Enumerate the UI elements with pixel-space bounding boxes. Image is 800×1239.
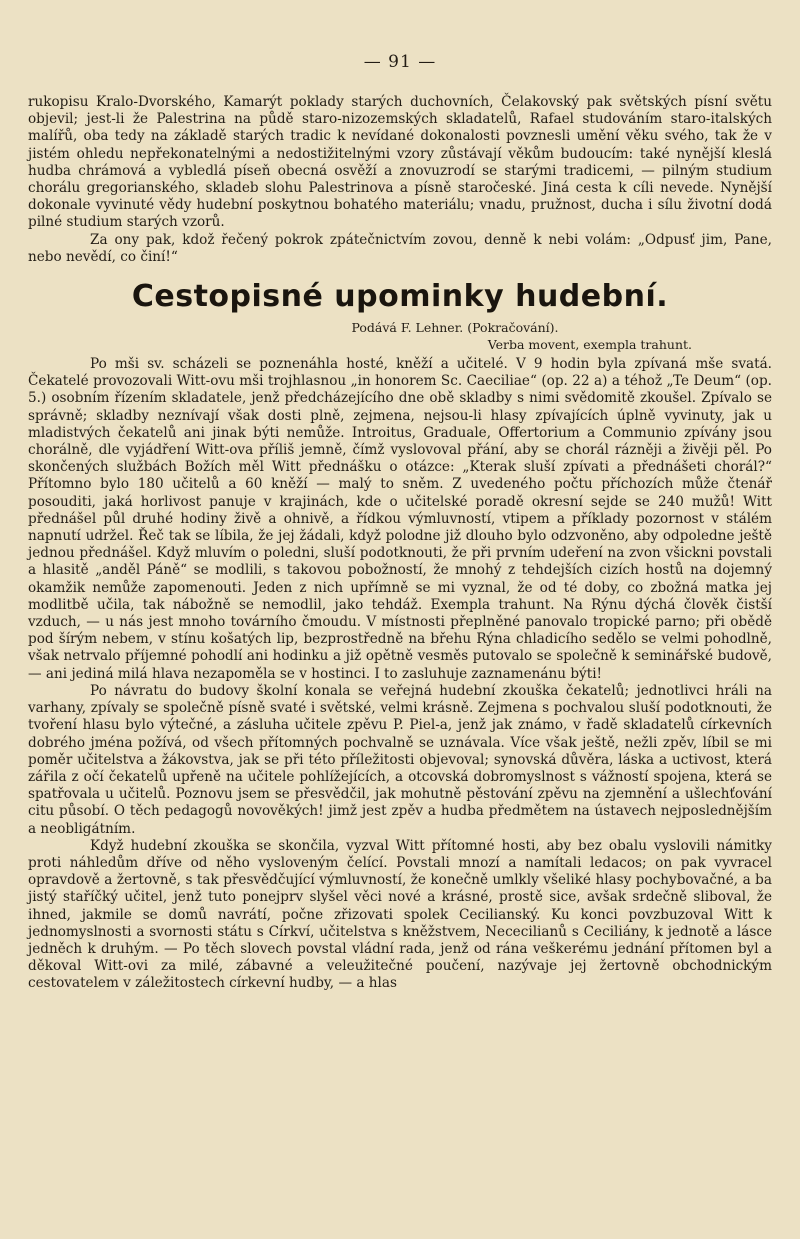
body-paragraph: Když hudební zkouška se skončila, vyzval Witt přítomné hosti, aby bez obalu vyslovili námitky proti náhledům dříve od něho vysloveným čelící. Povstali mnozí a namítali ledacos; on pak vyvracel opravdově a žertovně, s tak přesvědčující výmluvností, že konečně umlkly všeliké hlasy pochybovačné, a ba jistý staříčký učitel, jenž tuto ponejprv slyšel věci nové a krásné, prostě sice, avšak srdečně sliboval, že ihned, jakmile se domů navrátí, počne zřizovati spolek Cecilianský. Ku konci povzbuzoval Witt k jednomyslnosti a svornosti státu s Církví, učitelstva s kněžstvem, Nececilianů s Ceciliány, k jednotě a lásce jedněch k druhým. — Po těch slovech povstal vládní rada, jenž od rána veškerému jednání přítomen byl a děkoval Witt-ovi za milé, zábavné a veleužitečné poučení, nazývaje jej žertovně obchodnickým cestovatelem v záležitostech církevní hudby, — a hlas	[28, 837, 772, 992]
article-title: Cestopisné upominky hudební.	[131, 279, 669, 315]
intro-paragraph: Za ony pak, kdož řečený pokrok zpátečnictvím zovou, denně k nebi volám: „Odpusť jim, Pane, nebo nevědí, co činí!“	[28, 231, 772, 265]
intro-paragraph: rukopisu Kralo-Dvorského, Kamarýt poklady starých duchovních, Čelakovský pak světských písní světu objevil; jest-li že Palestrina na půdě staro-nizozemských skladatelů, Rafael studováním staro-italských malířů, oba tedy na základě starých tradic k nevídané dokonalosti povznesli umění věku svého, tak že v jistém ohledu nepřekonatelnými a nedostižitelnými vzory zůstávají věkům budoucím: také nynější kleslá hudba chrámová a vybledlá píseň obecná osvěží a znovuzrodí se starými tradicemi, — pilným studium chorálu gregorianského, skladeb slohu Palestrinova a písně staročeské. Jiná cesta k cíli nevede. Nynější dokonale vyvinuté vědy hudební poskytnou bohatého materiálu; vnadu, pružnost, ducha i sílu životní dodá pilné studium starých vzorů.	[28, 94, 772, 231]
body-paragraph: Po návratu do budovy školní konala se veřejná hudební zkouška čekatelů; jednotlivci hráli na varhany, zpívaly se společně písně svaté i světské, velmi krásně. Zejmena s pochvalou sluší podotknouti, že tvoření hlasu bylo výtečné, a zásluha učitele zpěvu P. Piel-a, jenž jak známo, v řadě skladatelů církevních dobrého jména požívá, od všech přítomných pochvalně se uznávala. Více však ještě, nežli zpěv, líbil se mi poměr učitelstva a žákovstva, jak se při této příležitosti objevoval; synovská důvěra, láska a uctivost, která zářila z očí čekatelů upřeně na učitele pohlížejících, a otcovská dobromyslnost s vážností spojena, která se spatřovala u učitelů. Poznovu jsem se přesvědčil, jak mohutně pěstování zpěvu na zjemnění a ušlechťování citu působí. O těch pedagogů novověkých! jimž jest zpěv a hudba předmětem na ústavech nejposlednějším a neobligátním.	[28, 682, 772, 837]
article-motto: Verba movent, exempla trahunt.	[487, 337, 692, 353]
article-byline: Podává F. Lehner. (Pokračování).	[351, 320, 559, 336]
page-number: — 91 —	[363, 52, 437, 72]
body-paragraph: Po mši sv. scházeli se poznenáhla hosté, kněží a učitelé. V 9 hodin byla zpívaná mše svatá. Čekatelé provozovali Witt-ovu mši trojhlasnou „in honorem Sc. Caeciliae“ (op. 22 a) a téhož „Te Deum“ (op. 5.) osobním řízením skladatele, jenž předcházejícího dne obě skladby s nimi svědomitě zkoušel. Zpívalo se správně; skladby neznívají však dosti plně, zejmena, nejsou-li hlasy zpívajících úplně vyvinuty, jak u mladistvých čekatelů ani jinak býti nemůže. Introitus, Graduale, Offertorium a Communio zpívány jsou chorálně, dle vyjádření Witt-ova příliš jemně, čímž vyslovoval přání, aby se chorál rázněji a živěji pěl. Po skončených službách Božích měl Witt přednášku o otázce: „Kterak sluší zpívati a přednášeti chorál?“ Přítomno bylo 180 učitelů a 60 kněží — malý to sněm. Z uvedeného počtu příchozích může čtenář posouditi, jaká horlivost panuje v krajinách, kde o učitelské poradě okresní sejde se 240 mužů! Witt přednášel půl druhé hodiny živě a ohnivě, a řídkou výmluvností, vtipem a příklady pozornost v stálém napnutí udržel. Řeč tak se líbila, že jej žádali, když polodne již dlouho bylo odzvoněno, aby odpoledne ještě jednou přednášel. Když mluvím o poledni, sluší podotknouti, že při prvním udeření na zvon všickni povstali a hlasitě „anděl Páně“ se modlili, s takovou pobožností, že mnohý z tehdejších cizích hostů na dojemný okamžik nemůže zapomenouti. Jeden z nich upřímně se mi vyznal, že od té doby, co zbožná matka jej modlitbě učila, tak nábožně se nemodlil, jako tehdáž. Exempla trahunt. Na Rýnu dýchá člověk čistší vzduch, — u nás jest mnoho továrního čmoudu. V místnosti přeplněné panovalo tropické parno; při obědě pod šírým nebem, v stínu košatých lip, bezprostředně na břehu Rýna chladicího sedělo se velmi pohodlně, však netrvalo příjemné pohodlí ani hodinku a již opětně vesměs putovalo se společně k seminářské budově, — ani jediná milá hlava nezapoměla se v hostinci. I to zasluhuje zaznamenánu býti!	[28, 356, 772, 682]
